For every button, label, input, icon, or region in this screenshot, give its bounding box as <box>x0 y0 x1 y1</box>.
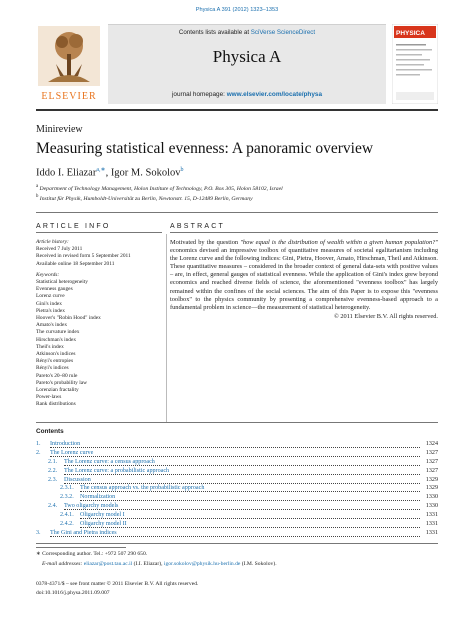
contents-availability <box>108 29 386 36</box>
toc-page-number: 1330 <box>425 494 438 501</box>
keyword: Rényi's indices <box>36 365 69 372</box>
author-name: Iddo I. Eliazar <box>36 167 97 179</box>
toc-page-number: 1327 <box>425 449 438 456</box>
affiliation-text: Department of Technology Management, Holon Institute of Technology, P.O. Box 305, Holon 58102, Israel <box>39 185 283 192</box>
toc-number: 2.1. <box>48 458 58 465</box>
email-addresses <box>36 561 277 567</box>
table-of-contents <box>36 441 438 539</box>
affiliation-rule <box>36 212 438 213</box>
toc-number: 1. <box>36 441 41 447</box>
keyword: Rényi's entropies <box>36 358 74 365</box>
journal-panel <box>108 24 386 104</box>
contents-heading: Contents <box>36 428 64 435</box>
journal-citation[interactable]: Physica A 391 (2012) 1323–1353 <box>195 7 279 13</box>
article-title: Measuring statistical evenness: A panoramic overview <box>36 140 374 157</box>
keyword: Rank distributions <box>36 401 76 408</box>
keyword: Lorenz curve <box>36 293 65 300</box>
toc-page-number: 1324 <box>425 441 438 447</box>
email-owner: (I.M. Sokolov). <box>240 561 277 567</box>
history-label: Article history: <box>36 239 69 245</box>
toc-title-link[interactable]: Normalization <box>80 494 116 501</box>
toc-number: 2.3. <box>48 476 58 483</box>
history-item: Received 7 July 2011 <box>36 246 83 253</box>
abstract-body <box>170 239 438 321</box>
abstract-rest: economics devised an impressive toolbox of quantitative measures of societal egalitarianism including the Lorenz curve and the following indices: Gini, Pietra, Hoover, Amato, Hirschman, Theil and Atkinson. These quantitative measures – considered in the broader context of general data-sets with positive values – are, in effect, general gauges of statistical evenness. While the application of Gini's index grew beyond economics and reached diverse fields of science, the aforementioned "evenness toolbox" has largely remained within the confines of the social sciences. The aim of this Paper is to expose this "evenness toolbox" to the physics community by presenting a comprehensive evenness-based approach to a fundamental problem in science—the measurement of statistical heterogeneity. <box>170 247 438 311</box>
author-list <box>36 166 184 179</box>
toc-leader-dots <box>80 491 420 492</box>
toc-entry[interactable] <box>36 468 438 477</box>
journal-title: Physica A <box>212 47 282 66</box>
keyword: Power-laws <box>36 394 62 401</box>
toc-leader-dots <box>64 465 420 466</box>
toc-leader-dots <box>50 536 420 537</box>
journal-homepage <box>108 91 386 98</box>
journal-header <box>36 24 438 104</box>
keyword: Statistical heterogeneity <box>36 279 88 286</box>
toc-title-link[interactable]: The Lorenz curve <box>50 449 94 456</box>
toc-title-link[interactable]: The Lorenz curve: a census approach <box>64 458 155 465</box>
cover-title: PHYSICA <box>396 30 425 37</box>
affiliation <box>36 184 283 192</box>
affiliation-text: Institut für Physik, Humboldt-Universität zu Berlin, Newtonstr. 15, D-12489 Berlin, Germany <box>39 195 253 202</box>
author-marks[interactable]: a,∗ <box>96 167 106 173</box>
history-item: Available online 18 September 2011 <box>36 260 115 267</box>
author-name: Igor M. Sokolov <box>110 167 181 179</box>
toc-leader-dots <box>80 527 420 528</box>
author-marks[interactable]: b <box>180 167 184 173</box>
keyword: Amato's index <box>36 322 68 329</box>
keyword: Hoover's "Robin Hood" index <box>36 315 101 322</box>
toc-leader-dots <box>80 500 420 501</box>
keyword: Hirschman's index <box>36 336 77 343</box>
toc-leader-dots <box>64 483 420 484</box>
email-link[interactable]: eliazar@post.tau.ac.il <box>83 561 133 567</box>
toc-title-link[interactable]: Oligarchy model II <box>80 521 127 528</box>
toc-leader-dots <box>80 518 420 519</box>
toc-entry[interactable] <box>36 503 438 512</box>
toc-page-number: 1327 <box>425 467 438 474</box>
contents-prefix: Contents lists available at <box>178 29 251 36</box>
toc-number: 2. <box>36 449 41 456</box>
toc-title-link[interactable]: Introduction <box>50 441 81 447</box>
toc-page-number: 1331 <box>425 512 438 519</box>
doi-link[interactable]: doi:10.1016/j.physa.2011.09.007 <box>36 590 110 596</box>
keyword: Pareto's probability law <box>36 379 87 386</box>
homepage-link[interactable]: www.elsevier.com/locate/physa <box>226 91 323 98</box>
corresponding-author-note: ∗ Corresponding author. Tel.: +972 507 290 650. <box>36 551 148 557</box>
header-rule <box>36 109 438 111</box>
affiliation <box>36 194 253 202</box>
toc-page-number: 1329 <box>425 485 438 492</box>
abstract-heading: ABSTRACT <box>170 223 225 230</box>
article-info-heading: ARTICLE INFO <box>36 223 111 230</box>
keyword: Theil's index <box>36 343 64 350</box>
toc-title-link[interactable]: The census approach vs. the probabilistic approach <box>80 485 205 492</box>
toc-page-number: 1329 <box>425 476 438 483</box>
toc-entry[interactable] <box>36 512 438 521</box>
toc-title-link[interactable]: Oligarchy model I <box>80 512 125 519</box>
toc-title-link[interactable]: Discussion <box>64 476 91 483</box>
toc-number: 2.4.2. <box>60 521 74 528</box>
column-divider <box>166 234 167 422</box>
abstract-end-rule <box>36 422 438 423</box>
keywords-label: Keywords: <box>36 271 60 278</box>
keyword: Atkinson's indices <box>36 351 76 358</box>
toc-entry[interactable] <box>36 441 438 450</box>
email-label: E-mail addresses: <box>42 561 84 567</box>
homepage-prefix: journal homepage: <box>171 91 227 98</box>
toc-entry[interactable] <box>36 459 438 468</box>
toc-number: 3. <box>36 529 41 536</box>
toc-page-number: 1331 <box>425 521 438 528</box>
abstract-rule <box>170 232 438 233</box>
email-link[interactable]: igor.sokolov@physik.hu-berlin.de <box>163 561 241 567</box>
toc-entry[interactable] <box>36 494 438 503</box>
toc-leader-dots <box>64 474 420 475</box>
keyword: Pietra's index <box>36 307 65 314</box>
toc-entry[interactable] <box>36 450 438 459</box>
email-owner: (I.I. Eliazar), <box>132 561 164 567</box>
toc-entry[interactable] <box>36 477 438 486</box>
keyword: Gini's index <box>36 300 62 307</box>
article-info <box>36 239 166 409</box>
abstract-lead: Motivated by the question <box>170 239 241 246</box>
toc-entry[interactable] <box>36 485 438 494</box>
article-info-rule <box>36 232 162 233</box>
keyword: Pareto's 20–80 rule <box>36 372 78 379</box>
copyright-notice: © 2011 Elsevier B.V. All rights reserved. <box>333 312 438 320</box>
toc-page-number: 1331 <box>425 529 438 536</box>
toc-entry[interactable] <box>36 521 438 530</box>
toc-number: 2.4.1. <box>60 512 74 519</box>
toc-title-link[interactable]: The Lorenz curve: a probabilistic approach <box>64 467 170 474</box>
history-item: Received in revised form 5 September 2011 <box>36 253 131 260</box>
toc-page-number: 1327 <box>425 458 438 465</box>
keyword: The curvature index <box>36 329 80 336</box>
elsevier-logo <box>36 24 102 104</box>
toc-leader-dots <box>50 456 420 457</box>
toc-number: 2.2. <box>48 467 58 474</box>
sciverse-link[interactable]: SciVerse ScienceDirect <box>250 29 316 36</box>
toc-number: 2.3.1. <box>60 485 74 492</box>
toc-leader-dots <box>50 447 420 448</box>
toc-leader-dots <box>64 509 420 510</box>
toc-title-link[interactable]: The Gini and Pietra indices <box>50 529 117 536</box>
footnote-rule <box>36 547 126 548</box>
toc-number: 2.3.2. <box>60 494 74 501</box>
toc-number: 2.4. <box>48 503 58 510</box>
keyword: Lorenzian fractality <box>36 387 79 394</box>
author-separator: , <box>105 167 111 179</box>
abstract-question: "how equal is the distribution of wealth within a given human population?" <box>240 239 438 246</box>
toc-entry[interactable] <box>36 530 438 539</box>
affiliation-mark: a <box>36 184 39 189</box>
affiliation-mark: b <box>36 194 39 199</box>
keyword: Evenness gauges <box>36 286 73 293</box>
article-type: Minireview <box>36 124 83 135</box>
toc-page-number: 1330 <box>425 503 438 510</box>
abstract-text <box>170 239 438 312</box>
journal-cover-thumbnail[interactable] <box>392 24 438 104</box>
toc-end-rule <box>36 543 438 544</box>
issn-line: 0378-4371/$ – see front matter © 2011 Elsevier B.V. All rights reserved. <box>36 581 199 587</box>
toc-title-link[interactable]: Two oligarchy models <box>64 503 119 510</box>
publisher-wordmark: ELSEVIER <box>41 91 97 102</box>
